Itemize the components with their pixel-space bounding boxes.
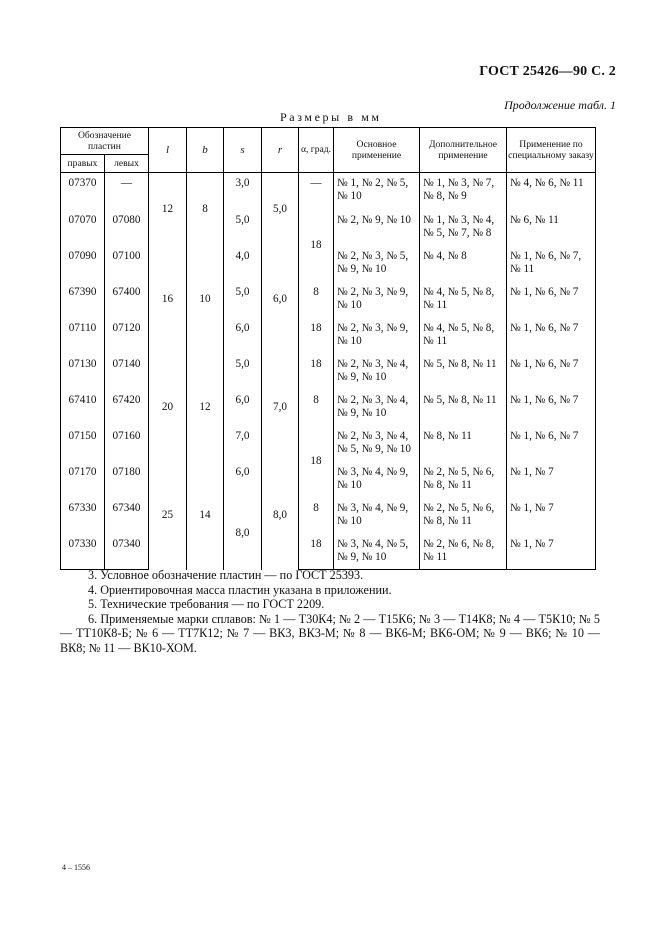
cell-r: 6,0 bbox=[262, 246, 299, 354]
cell-alpha: 8 bbox=[299, 498, 334, 534]
cell-b: 12 bbox=[187, 354, 224, 462]
cell-l: 12 bbox=[149, 173, 187, 246]
table-row bbox=[61, 318, 596, 354]
cell-right: 07110 bbox=[61, 318, 105, 354]
cell-s: 3,0 bbox=[224, 173, 262, 210]
table-row bbox=[61, 173, 596, 210]
table-row bbox=[61, 390, 596, 426]
cell-s: 5,0 bbox=[224, 282, 262, 318]
cell-right: 67390 bbox=[61, 282, 105, 318]
header-right: правых bbox=[61, 155, 105, 173]
cell-left: — bbox=[105, 173, 149, 210]
header-s: s bbox=[224, 128, 262, 173]
table-row bbox=[61, 354, 596, 390]
cell-left: 07180 bbox=[105, 462, 149, 498]
cell-s: 6,0 bbox=[224, 318, 262, 354]
table-row bbox=[61, 498, 596, 534]
cell-right: 07170 bbox=[61, 462, 105, 498]
cell-left: 67340 bbox=[105, 498, 149, 534]
header-b: b bbox=[187, 128, 224, 173]
cell-s: 8,0 bbox=[224, 498, 262, 570]
cell-s: 5,0 bbox=[224, 210, 262, 246]
cell-main: № 2, № 3, № 4, № 9, № 10 bbox=[334, 354, 420, 390]
table-row bbox=[61, 426, 596, 462]
cell-r: 5,0 bbox=[262, 173, 299, 246]
header-l: l bbox=[149, 128, 187, 173]
cell-extra: № 8, № 11 bbox=[420, 426, 507, 462]
header-left: левых bbox=[105, 155, 149, 173]
cell-s: 5,0 bbox=[224, 354, 262, 390]
table-row bbox=[61, 210, 596, 246]
cell-b: 8 bbox=[187, 173, 224, 246]
cell-s: 7,0 bbox=[224, 426, 262, 462]
cell-extra: № 5, № 8, № 11 bbox=[420, 354, 507, 390]
cell-extra: № 1, № 3, № 4, № 5, № 7, № 8 bbox=[420, 210, 507, 246]
notes-section bbox=[60, 568, 600, 655]
cell-main: № 1, № 2, № 5, № 10 bbox=[334, 173, 420, 210]
cell-alpha: 8 bbox=[299, 282, 334, 318]
note-designation: 3. Условное обозначение пластин — по ГОСТ 25393. bbox=[88, 568, 364, 582]
cell-main: № 3, № 4, № 5, № 9, № 10 bbox=[334, 534, 420, 570]
cell-right: 07090 bbox=[61, 246, 105, 282]
note-requirements: 5. Технические требования — по ГОСТ 2209. bbox=[88, 597, 325, 611]
cell-r: 8,0 bbox=[262, 462, 299, 570]
cell-special: № 1, № 7 bbox=[507, 462, 596, 498]
header-special-order: Применение по специальному заказу bbox=[507, 128, 596, 173]
cell-main: № 3, № 4, № 9, № 10 bbox=[334, 498, 420, 534]
cell-left: 07080 bbox=[105, 210, 149, 246]
cell-special: № 1, № 6, № 7, № 11 bbox=[507, 246, 596, 282]
cell-alpha: — bbox=[299, 173, 334, 210]
cell-l: 25 bbox=[149, 462, 187, 570]
header-extra-application: Дополнительное применение bbox=[420, 128, 507, 173]
cell-special: № 1, № 6, № 7 bbox=[507, 282, 596, 318]
cell-b: 14 bbox=[187, 462, 224, 570]
cell-left: 67420 bbox=[105, 390, 149, 426]
cell-special: № 1, № 6, № 7 bbox=[507, 390, 596, 426]
table-continuation-label: Продолжение табл. 1 bbox=[504, 98, 616, 112]
cell-alpha: 18 bbox=[299, 210, 334, 282]
cell-extra: № 2, № 5, № 6, № 8, № 11 bbox=[420, 462, 507, 498]
cell-extra: № 4, № 8 bbox=[420, 246, 507, 282]
cell-alpha: 8 bbox=[299, 390, 334, 426]
cell-right: 67410 bbox=[61, 390, 105, 426]
cell-extra: № 4, № 5, № 8, № 11 bbox=[420, 282, 507, 318]
page-footer-code: 4 – 1556 bbox=[62, 863, 90, 872]
cell-extra: № 1, № 3, № 7, № 8, № 9 bbox=[420, 173, 507, 210]
cell-special: № 1, № 7 bbox=[507, 498, 596, 534]
cell-main: № 2, № 3, № 5, № 9, № 10 bbox=[334, 246, 420, 282]
note-alloys: 6. Применяемые марки сплавов: № 1 — Т30К4; № 2 — Т15К6; № 3 — Т14К8; № 4 — Т5К10; № 5 — ТТ10К8-Б; № 6 — ТТ7К12; № 7 — ВК3, ВК3-М; № 8 — ВК6-М; ВК6-ОМ; № 9 — ВК6; № 10 — ВК8; № 11 — ВК10-ХОМ. bbox=[60, 611, 600, 655]
cell-extra: № 2, № 5, № 6, № 8, № 11 bbox=[420, 498, 507, 534]
cell-right: 07130 bbox=[61, 354, 105, 390]
cell-special: № 1, № 6, № 7 bbox=[507, 426, 596, 462]
cell-alpha: 18 bbox=[299, 318, 334, 354]
cell-left: 07100 bbox=[105, 246, 149, 282]
cell-left: 67400 bbox=[105, 282, 149, 318]
document-header: ГОСТ 25426—90 С. 2 bbox=[479, 64, 616, 79]
cell-special: № 1, № 6, № 7 bbox=[507, 318, 596, 354]
cell-left: 07340 bbox=[105, 534, 149, 570]
cell-main: № 2, № 3, № 4, № 5, № 9, № 10 bbox=[334, 426, 420, 462]
cell-alpha: 18 bbox=[299, 426, 334, 498]
cell-right: 67330 bbox=[61, 498, 105, 534]
cell-l: 20 bbox=[149, 354, 187, 462]
cell-right: 07370 bbox=[61, 173, 105, 210]
cell-s: 6,0 bbox=[224, 462, 262, 498]
header-r: r bbox=[262, 128, 299, 173]
note-mass: 4. Ориентировочная масса пластин указана в приложении. bbox=[88, 582, 392, 597]
cell-right: 07070 bbox=[61, 210, 105, 246]
cell-b: 10 bbox=[187, 246, 224, 354]
cell-extra: № 5, № 8, № 11 bbox=[420, 390, 507, 426]
cell-alpha: 18 bbox=[299, 534, 334, 570]
cell-special: № 6, № 11 bbox=[507, 210, 596, 246]
sizes-caption: Размеры в мм bbox=[280, 110, 382, 124]
cell-left: 07120 bbox=[105, 318, 149, 354]
cell-special: № 1, № 7 bbox=[507, 534, 596, 570]
header-alpha: α, град. bbox=[299, 128, 334, 173]
cell-main: № 2, № 3, № 9, № 10 bbox=[334, 282, 420, 318]
cell-left: 07140 bbox=[105, 354, 149, 390]
cell-right: 07330 bbox=[61, 534, 105, 570]
cell-right: 07150 bbox=[61, 426, 105, 462]
cell-s: 6,0 bbox=[224, 390, 262, 426]
cell-left: 07160 bbox=[105, 426, 149, 462]
cell-special: № 1, № 6, № 7 bbox=[507, 354, 596, 390]
cell-main: № 2, № 3, № 4, № 9, № 10 bbox=[334, 390, 420, 426]
cell-l: 16 bbox=[149, 246, 187, 354]
cell-main: № 2, № 9, № 10 bbox=[334, 210, 420, 246]
plates-table bbox=[60, 127, 596, 570]
cell-alpha: 18 bbox=[299, 354, 334, 390]
cell-r: 7,0 bbox=[262, 354, 299, 462]
table-row bbox=[61, 534, 596, 570]
cell-s: 4,0 bbox=[224, 246, 262, 282]
header-main-application: Основное применение bbox=[334, 128, 420, 173]
cell-main: № 3, № 4, № 9, № 10 bbox=[334, 462, 420, 498]
table-row bbox=[61, 282, 596, 318]
cell-extra: № 4, № 5, № 8, № 11 bbox=[420, 318, 507, 354]
cell-special: № 4, № 6, № 11 bbox=[507, 173, 596, 210]
cell-extra: № 2, № 6, № 8, № 11 bbox=[420, 534, 507, 570]
header-designation: Обозначение пластин bbox=[61, 128, 149, 155]
cell-main: № 2, № 3, № 9, № 10 bbox=[334, 318, 420, 354]
